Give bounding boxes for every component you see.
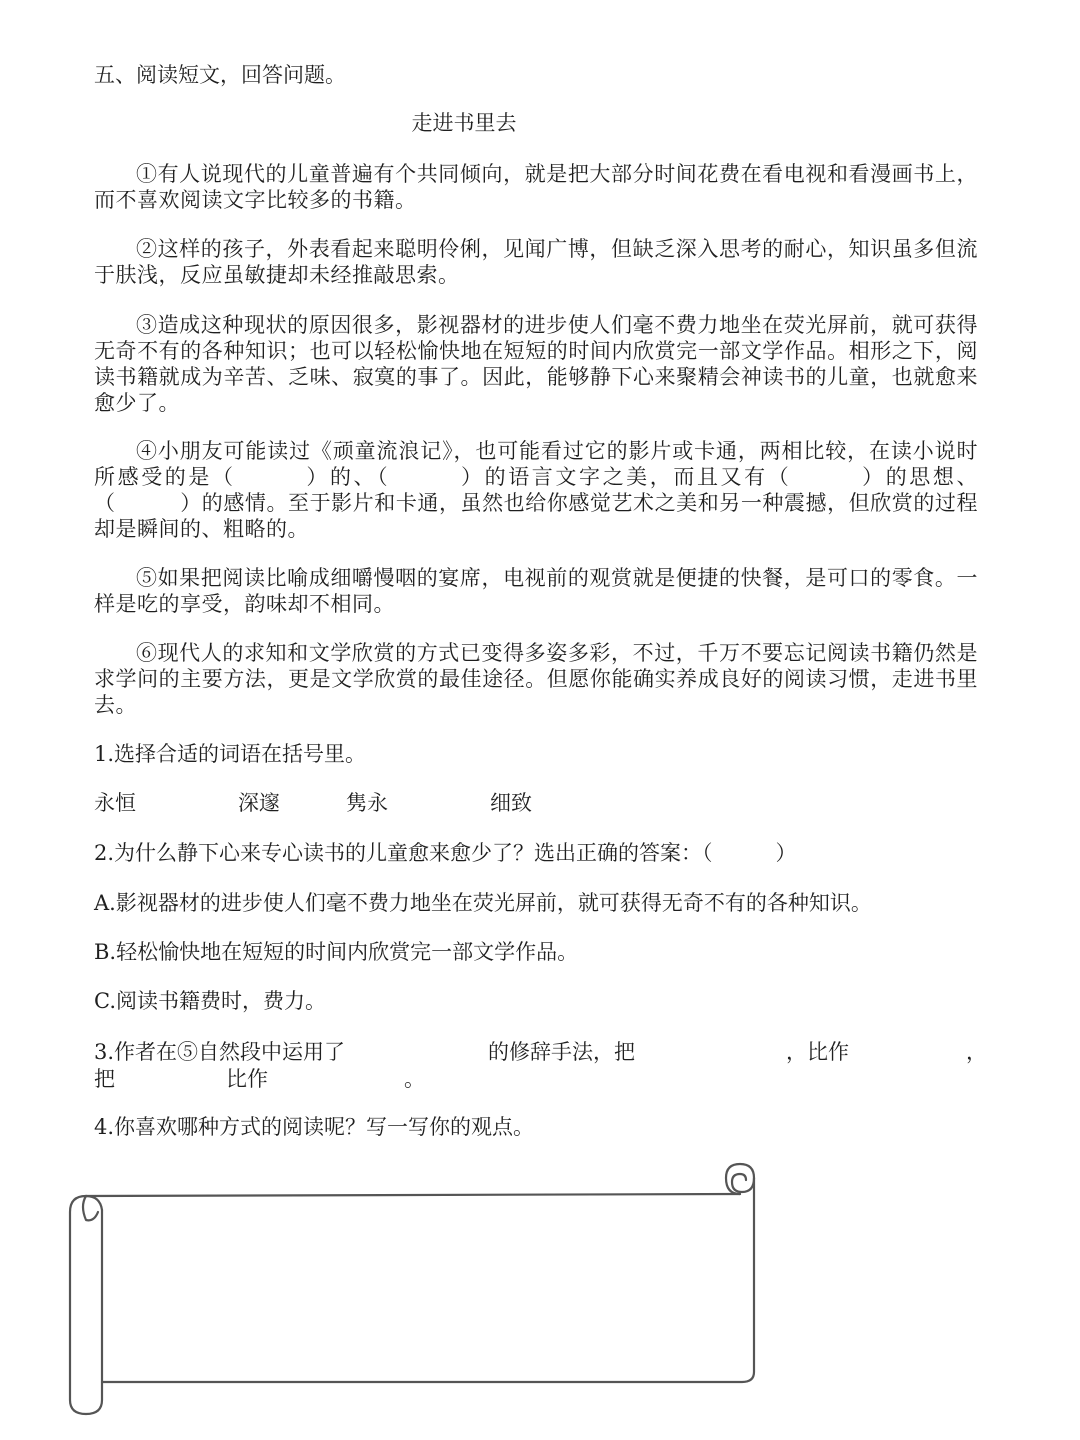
question-2-option-a: A.影视器材的进步使人们毫不费力地坐在荧光屏前，就可获得无奇不有的各种知识。 (94, 891, 872, 915)
question-2-option-b: B.轻松愉快地在短短的时间内欣赏完一部文学作品。 (94, 940, 579, 964)
article-title: 走进书里去 (411, 111, 517, 135)
question-3-text: ，比作 (786, 1040, 849, 1064)
question-4-prompt: 4.你喜欢哪种方式的阅读呢？写一写你的观点。 (94, 1115, 535, 1139)
paragraph-5: ⑤如果把阅读比喻成细嚼慢咽的宴席，电视前的观赏就是便捷的快餐，是可口的零食。一样是吃的享受，韵味却不相同。 (94, 566, 978, 616)
question-3-text: 3.作者在⑤自然段中运用了 (94, 1040, 346, 1064)
word-option: 隽永 (346, 791, 388, 815)
section-heading: 五、阅读短文，回答问题。 (94, 63, 346, 87)
word-option: 永恒 (94, 791, 136, 815)
question-2-prompt: 2.为什么静下心来专心读书的儿童愈来愈少了？选出正确的答案：（ ） (94, 841, 797, 865)
question-2-option-c: C.阅读书籍费时，费力。 (94, 989, 326, 1013)
question-3-text: 的修辞手法，把 (488, 1040, 635, 1064)
word-option: 细致 (490, 791, 532, 815)
paragraph-3: ③造成这种现状的原因很多，影视器材的进步使人们毫不费力地坐在荧光屏前，就可获得无奇不有的各种知识；也可以轻松愉快地在短短的时间内欣赏完一部文学作品。相形之下，阅读书籍就成为辛苦、乏味、寂寞的事了。因此，能够静下心来聚精会神读书的儿童，也就愈来愈少了。 (94, 313, 978, 415)
question-3-text: 。 (404, 1067, 425, 1091)
question-3-text: 把 (94, 1067, 115, 1091)
paragraph-6: ⑥现代人的求知和文学欣赏的方式已变得多姿多彩，不过，千万不要忘记阅读书籍仍然是求学问的主要方法，更是文学欣赏的最佳途径。但愿你能确实养成良好的阅读习惯，走进书里去。 (94, 641, 978, 717)
paragraph-1: ①有人说现代的儿童普遍有个共同倾向，就是把大部分时间花费在看电视和看漫画书上，而不喜欢阅读文字比较多的书籍。 (94, 162, 978, 212)
word-option: 深邃 (238, 791, 280, 815)
question-3-text: ， (966, 1040, 987, 1064)
paragraph-4: ④小朋友可能读过《顽童流浪记》，也可能看过它的影片或卡通，两相比较，在读小说时所感受的是（ ）的、（ ）的语言文字之美，而且又有（ ）的思想、（ ）的感情。至于影片和卡通，虽然也给你感觉艺术之美和另一种震撼，但欣赏的过程却是瞬间的、粗略的。 (94, 439, 978, 541)
question-1-prompt: 1.选择合适的词语在括号里。 (94, 742, 367, 766)
paragraph-2: ②这样的孩子，外表看起来聪明伶俐，见闻广博，但缺乏深入思考的耐心，知识虽多但流于肤浅，反应虽敏捷却未经推敲思索。 (94, 237, 978, 287)
question-3-text: 比作 (226, 1067, 268, 1091)
